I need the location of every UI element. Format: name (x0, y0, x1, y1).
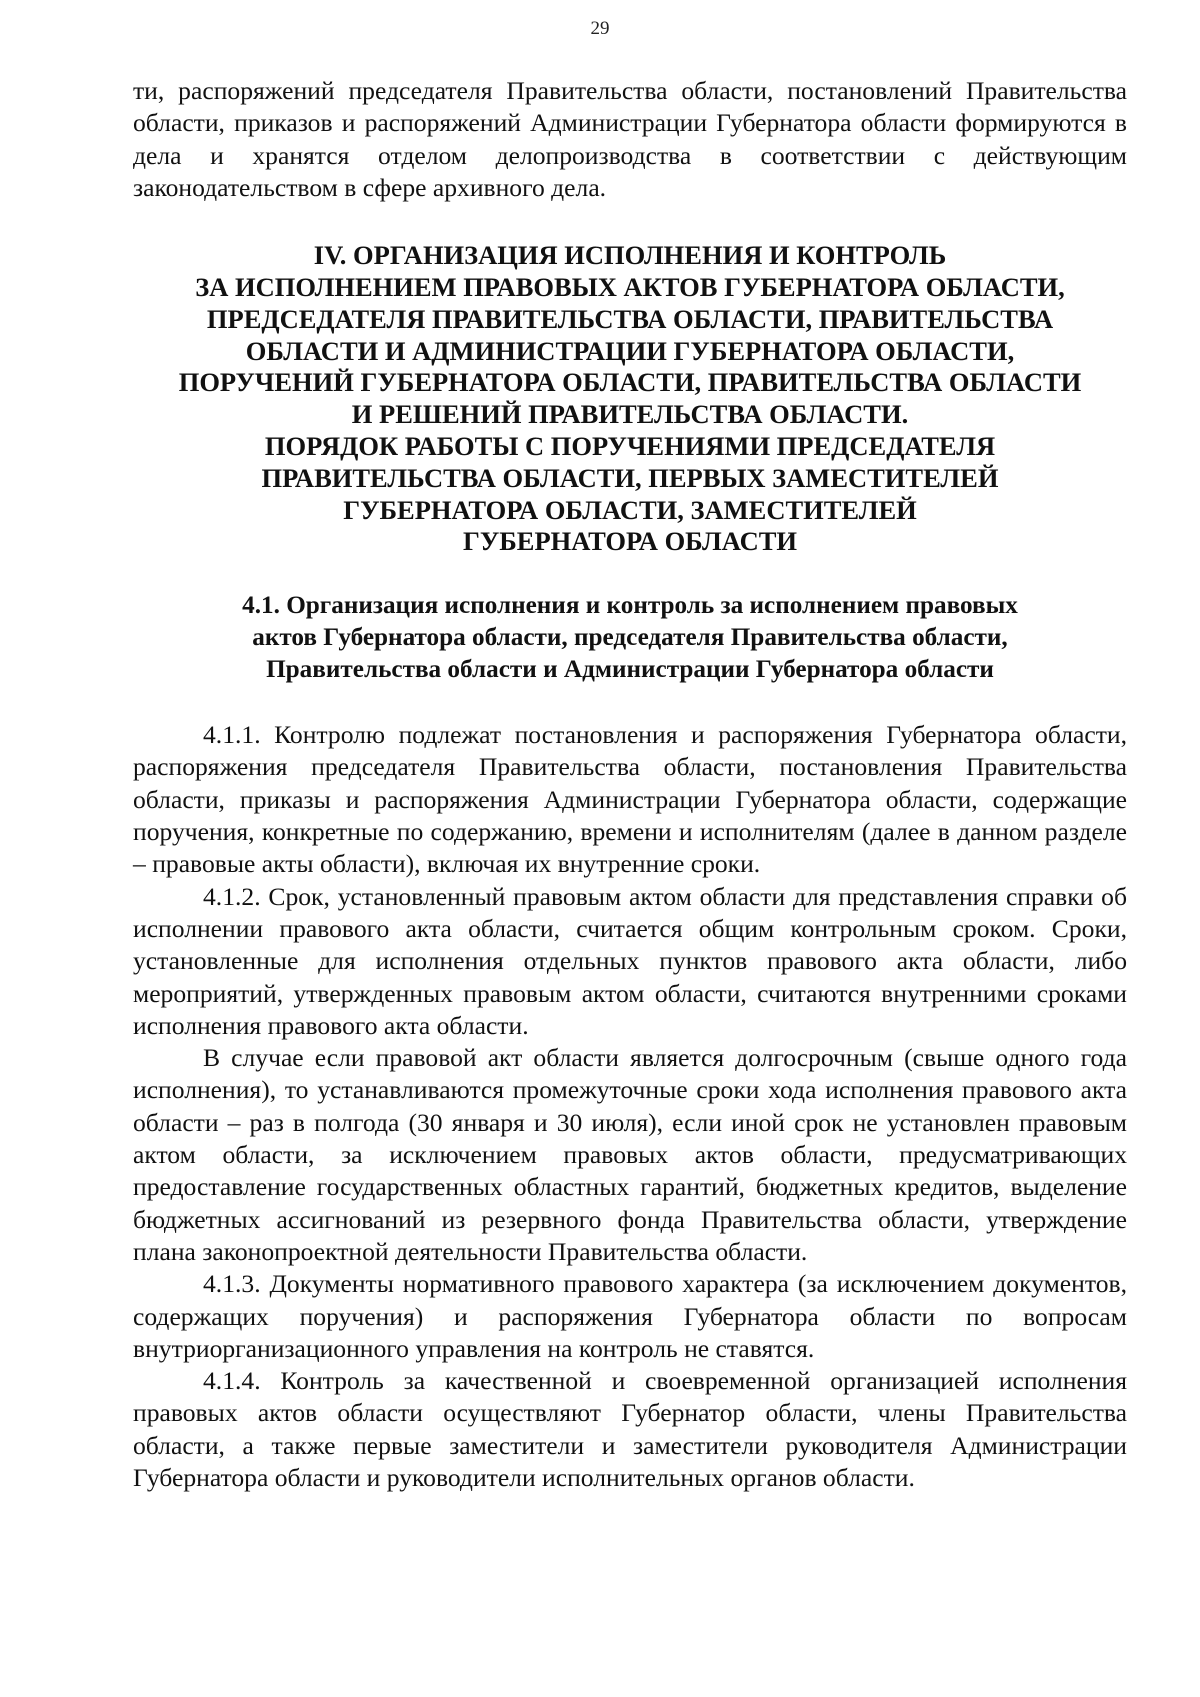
subsection-title-line: Правительства области и Администрации Губернатора области (266, 656, 994, 684)
section-title-line: ГУБЕРНАТОРА ОБЛАСТИ, ЗАМЕСТИТЕЛЕЙ (343, 494, 917, 525)
paragraph-long-term-acts: В случае если правовой акт области является долгосрочным (свыше одного года исполнения), то устанавливаются промежуточные сроки хода исполнения правового акта области – раз в полгода (30 января и 30 июля), если иной срок не установлен правовым актом области, за исключением правовых актов области, предусматривающих предоставление государственных областных гарантий, бюджетных кредитов, выделение бюджетных ассигнований из резервного фонда Правительства области, утверждение плана законопроектной деятельности Правительства области. (133, 1043, 1127, 1266)
subsection-title-line: актов Губернатора области, председателя Правительства области, (252, 624, 1008, 652)
section-title-line: ОБЛАСТИ И АДМИНИСТРАЦИИ ГУБЕРНАТОРА ОБЛАСТИ, (245, 335, 1015, 366)
section-title-line: ПРАВИТЕЛЬСТВА ОБЛАСТИ, ПЕРВЫХ ЗАМЕСТИТЕЛЕЙ (261, 462, 999, 493)
subsection-title-line: 4.1. Организация исполнения и контроль за исполнением правовых (242, 592, 1018, 620)
page-content (133, 75, 1127, 1494)
page-number: 29 (590, 18, 610, 39)
section-title-line: ГУБЕРНАТОРА ОБЛАСТИ (462, 526, 798, 557)
paragraph-4-1-2: 4.1.2. Срок, установленный правовым актом области для представления справки об исполнении правового акта области, считается общим контрольным сроком. Сроки, установленные для исполнения отдельных пунктов правового акта области, либо мероприятий, утвержденных правовым актом области, считаются внутренними сроками исполнения правового акта области. (133, 881, 1127, 1040)
paragraph-4-1-4: 4.1.4. Контроль за качественной и своевременной организацией исполнения правовых актов области осуществляют Губернатор области, члены Правительства области, а также первые заместители и заместители руководителя Администрации Губернатора области и руководители исполнительных органов области. (133, 1366, 1127, 1492)
paragraph-4-1-3: 4.1.3. Документы нормативного правового характера (за исключением документов, содержащих поручения) и распоряжения Губернатора области по вопросам внутриорганизационного управления на контроль не ставятся. (133, 1269, 1127, 1363)
section-title-line: ПРЕДСЕДАТЕЛЯ ПРАВИТЕЛЬСТВА ОБЛАСТИ, ПРАВИТЕЛЬСТВА (206, 303, 1054, 334)
section-title (133, 240, 1127, 558)
section-title-line: ЗА ИСПОЛНЕНИЕМ ПРАВОВЫХ АКТОВ ГУБЕРНАТОРА ОБЛАСТИ, (195, 271, 1065, 302)
spacer (133, 686, 1127, 719)
section-title-line: ПОРУЧЕНИЙ ГУБЕРНАТОРА ОБЛАСТИ, ПРАВИТЕЛЬСТВА ОБЛАСТИ (178, 367, 1082, 398)
subsection-title (133, 590, 1127, 686)
section-title-line: IV. ОРГАНИЗАЦИЯ ИСПОЛНЕНИЯ И КОНТРОЛЬ (313, 240, 947, 271)
paragraph-4-1-1: 4.1.1. Контролю подлежат постановления и распоряжения Губернатора области, распоряжения председателя Правительства области, постановления Правительства области, приказы и распоряжения Администрации Губернатора области, содержащие поручения, конкретные по содержанию, времени и исполнителям (далее в данном разделе – правовые акты области), включая их внутренние сроки. (133, 720, 1127, 879)
intro-paragraph: ти, распоряжений председателя Правительства области, постановлений Правительства области, приказов и распоряжений Администрации Губернатора области формируются в дела и хранятся отделом делопроизводства в соответствии с действующим законодательством в сфере архивного дела. (133, 76, 1127, 202)
section-title-line: И РЕШЕНИЙ ПРАВИТЕЛЬСТВА ОБЛАСТИ. (351, 399, 909, 430)
section-title-line: ПОРЯДОК РАБОТЫ С ПОРУЧЕНИЯМИ ПРЕДСЕДАТЕЛЯ (264, 430, 996, 461)
